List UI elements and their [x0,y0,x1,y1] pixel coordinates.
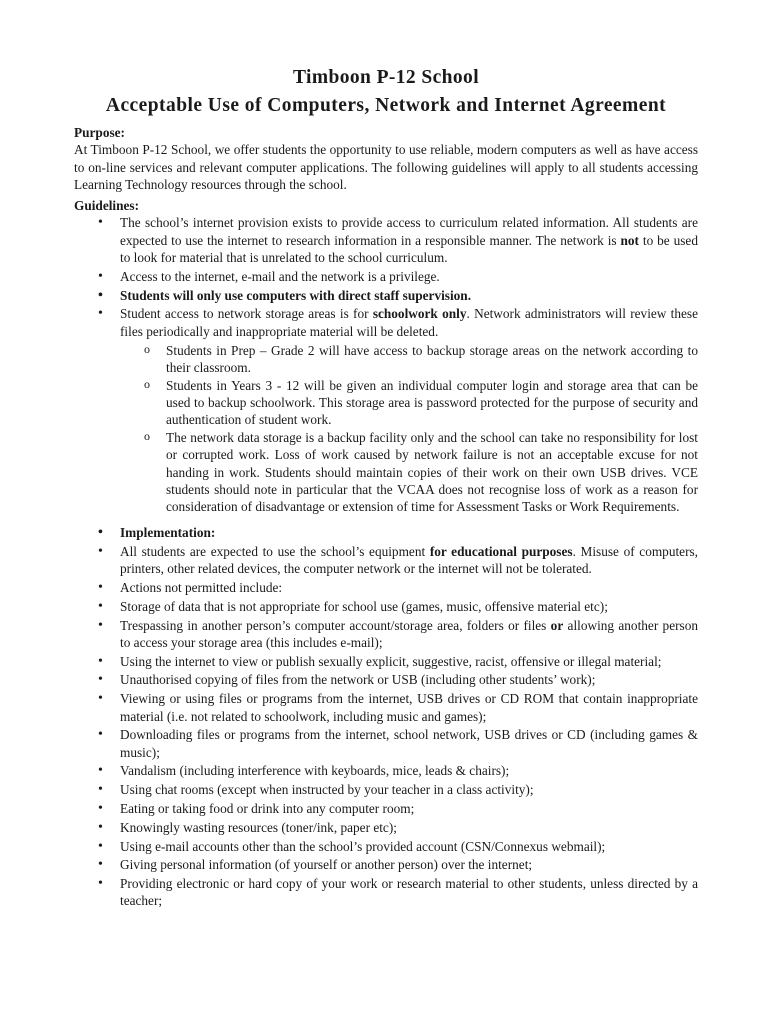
implementation-item: • Using e-mail accounts other than the school’s provided account (CSN/Connexus webmail); [74,838,698,855]
guideline-item [74,214,698,266]
implementation-item: • Giving personal information (of yourself or another person) over the internet; [74,856,698,873]
implementation-item: • Using the internet to view or publish sexually explicit, suggestive, racist, offensive or illegal material; [74,653,698,670]
implementation-item: • Actions not permitted include: [74,579,698,596]
storage-subitem: o Students in Prep – Grade 2 will have access to backup storage areas on the network according to their classroom. [74,342,698,377]
guidelines-heading: Guidelines: [74,198,140,214]
purpose-heading: Purpose: [74,125,125,140]
guideline-text: The school’s internet provision exists to provide access to curriculum related information. All students are expected to use the internet to research information in a responsible manner. The network is [120,215,698,248]
guideline-item [74,305,698,340]
implementation-item: • Using chat rooms (except when instructed by your teacher in a class activity); [74,781,698,798]
guidelines-list [74,214,698,515]
storage-subitem: o The network data storage is a backup facility only and the school can take no responsibility for lost or corrupted work. Loss of work caused by network failure is not an acceptable excuse for not handing in work. Students should maintain copies of their work on their own USB drives. VCE students should note in particular that the VCAA does not recognise loss of work as a reason for consideration of disadvantage or extension of time for Assessment Tasks or Work Requirements. [74,429,698,515]
implementation-item: • Downloading files or programs from the internet, school network, USB drives or CD (including games & music); [74,726,698,761]
implementation-item: • Viewing or using files or programs from the internet, USB drives or CD ROM that contain inappropriate material (i.e. not related to schoolwork, including music and games); [74,690,698,725]
school-title: Timboon P-12 School [292,67,480,88]
implementation-item: • Storage of data that is not appropriate for school use (games, music, offensive material etc); [74,598,698,615]
implementation-text: All students are expected to use the school’s equipment [120,543,430,559]
implementation-text: Trespassing in another person’s computer account/storage area, folders or files [120,617,551,633]
implementation-item [74,543,698,578]
guideline-text: to be used to look for material that is unrelated to the school curriculum. [120,232,698,266]
implementation-item: • Vandalism (including interference with keyboards, mice, leads & chairs); [74,762,698,779]
document-page [74,66,698,911]
guideline-emphasis: not [620,232,639,248]
implementation-item: • Knowingly wasting resources (toner/ink, paper etc); [74,819,698,836]
guideline-item: • Access to the internet, e-mail and the network is a privilege. [74,268,698,285]
guideline-emphasis: schoolwork only [372,306,467,322]
implementation-item [74,617,698,652]
implementation-heading: • Implementation: [74,524,698,541]
implementation-list [74,524,698,910]
guideline-item: • Students will only use computers with direct staff supervision. [74,287,698,304]
implementation-item: • Providing electronic or hard copy of your work or research material to other students, unless directed by a teacher; [74,875,698,910]
storage-subitem: o Students in Years 3 - 12 will be given an individual computer login and storage area that can be used to backup schoolwork. This storage area is password protected for the purpose of security and authentication of student work. [74,377,698,429]
implementation-item: • Unauthorised copying of files from the network or USB (including other students’ work); [74,671,698,688]
guideline-text: Student access to network storage areas is for [120,306,373,322]
guideline-text: . Network administrators will review these files periodically and inappropriate material will be deleted. [120,306,698,339]
implementation-emphasis: or [550,617,564,633]
implementation-item: • Eating or taking food or drink into any computer room; [74,800,698,817]
purpose-text: At Timboon P-12 School, we offer students the opportunity to use reliable, modern computers as well as have access to on-line services and relevant computer applications. The following guidelines will apply to all students accessing Learning Technology resources through the school. [74,142,698,192]
implementation-emphasis: for educational purposes [429,543,573,559]
implementation-text: allowing another person to access your storage area (this includes e-mail); [120,617,699,650]
implementation-text: . Misuse of computers, printers, other related devices, the computer network or the internet will not be tolerated. [120,543,698,577]
agreement-title: Acceptable Use of Computers, Network and Internet Agreement [105,95,667,116]
